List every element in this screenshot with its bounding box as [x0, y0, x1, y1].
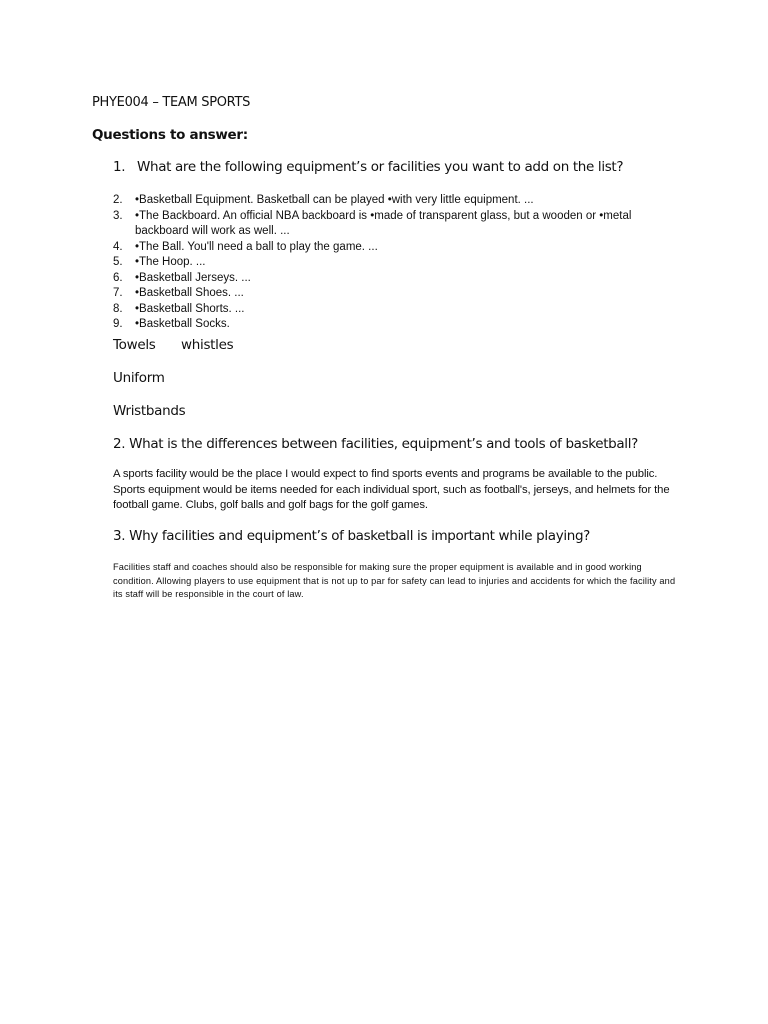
list-item-text: •The Backboard. An official NBA backboard is •made of transparent glass, but a wooden or •metal backboard will work as well. ...	[135, 209, 632, 237]
list-item	[113, 317, 653, 333]
list-item-text: •Basketball Shoes. ...	[135, 287, 244, 299]
list-item-number: 2.	[113, 194, 123, 206]
question-1-text: What are the following equipment’s or facilities you want to add on the list?	[137, 159, 624, 175]
equipment-list	[113, 193, 653, 333]
document-title: PHYE004 – TEAM SPORTS	[92, 95, 251, 110]
list-item-text: •Basketball Equipment. Basketball can be played •with very little equipment. ...	[135, 194, 534, 206]
list-item-text: •Basketball Shorts. ...	[135, 302, 245, 315]
list-item-number: 4.	[113, 240, 123, 253]
list-item-text: •The Ball. You'll need a ball to play the game. ...	[135, 240, 378, 253]
questions-heading: Questions to answer:	[92, 127, 248, 143]
list-item	[113, 286, 653, 302]
list-item-number: 3.	[113, 209, 123, 222]
question-2: 2. What is the differences between facilities, equipment’s and tools of basketball?	[113, 436, 638, 452]
question-1	[113, 159, 623, 175]
question-3: 3. Why facilities and equipment’s of basketball is important while playing?	[113, 528, 590, 544]
list-item-text: •Basketball Socks.	[135, 318, 230, 330]
answer-3: Facilities staff and coaches should also be responsible for making sure the proper equipment is available and in good working condition. Allowing players to use equipment that is not up to par for safety can lead to injuries and accidents for which the facility and its staff will be responsible in the court of law.	[113, 562, 676, 599]
item-uniform: Uniform	[113, 370, 165, 386]
list-item-number: 8.	[113, 302, 123, 315]
list-item	[113, 193, 653, 209]
list-item-number: 7.	[113, 287, 123, 299]
item-whistles: whistles	[181, 337, 234, 353]
item-wristbands: Wristbands	[113, 403, 186, 419]
list-item	[113, 240, 653, 256]
list-item-number: 6.	[113, 271, 123, 284]
list-item	[113, 209, 653, 240]
question-1-number: 1.	[113, 159, 126, 175]
answer-2: A sports facility would be the place I would expect to find sports events and programs be available to the public. Sports equipment would be items needed for each individual sport, such as football's, jerseys, and helmets for the football game. Clubs, golf balls and golf bags for the golf games.	[113, 468, 670, 511]
list-item-text: •Basketball Jerseys. ...	[135, 271, 251, 284]
item-towels: Towels	[113, 337, 156, 353]
list-item-text: •The Hoop. ...	[135, 256, 206, 268]
list-item	[113, 255, 653, 271]
list-item	[113, 271, 653, 287]
list-item-number: 9.	[113, 318, 123, 330]
list-item-number: 5.	[113, 256, 123, 268]
list-item	[113, 302, 653, 318]
